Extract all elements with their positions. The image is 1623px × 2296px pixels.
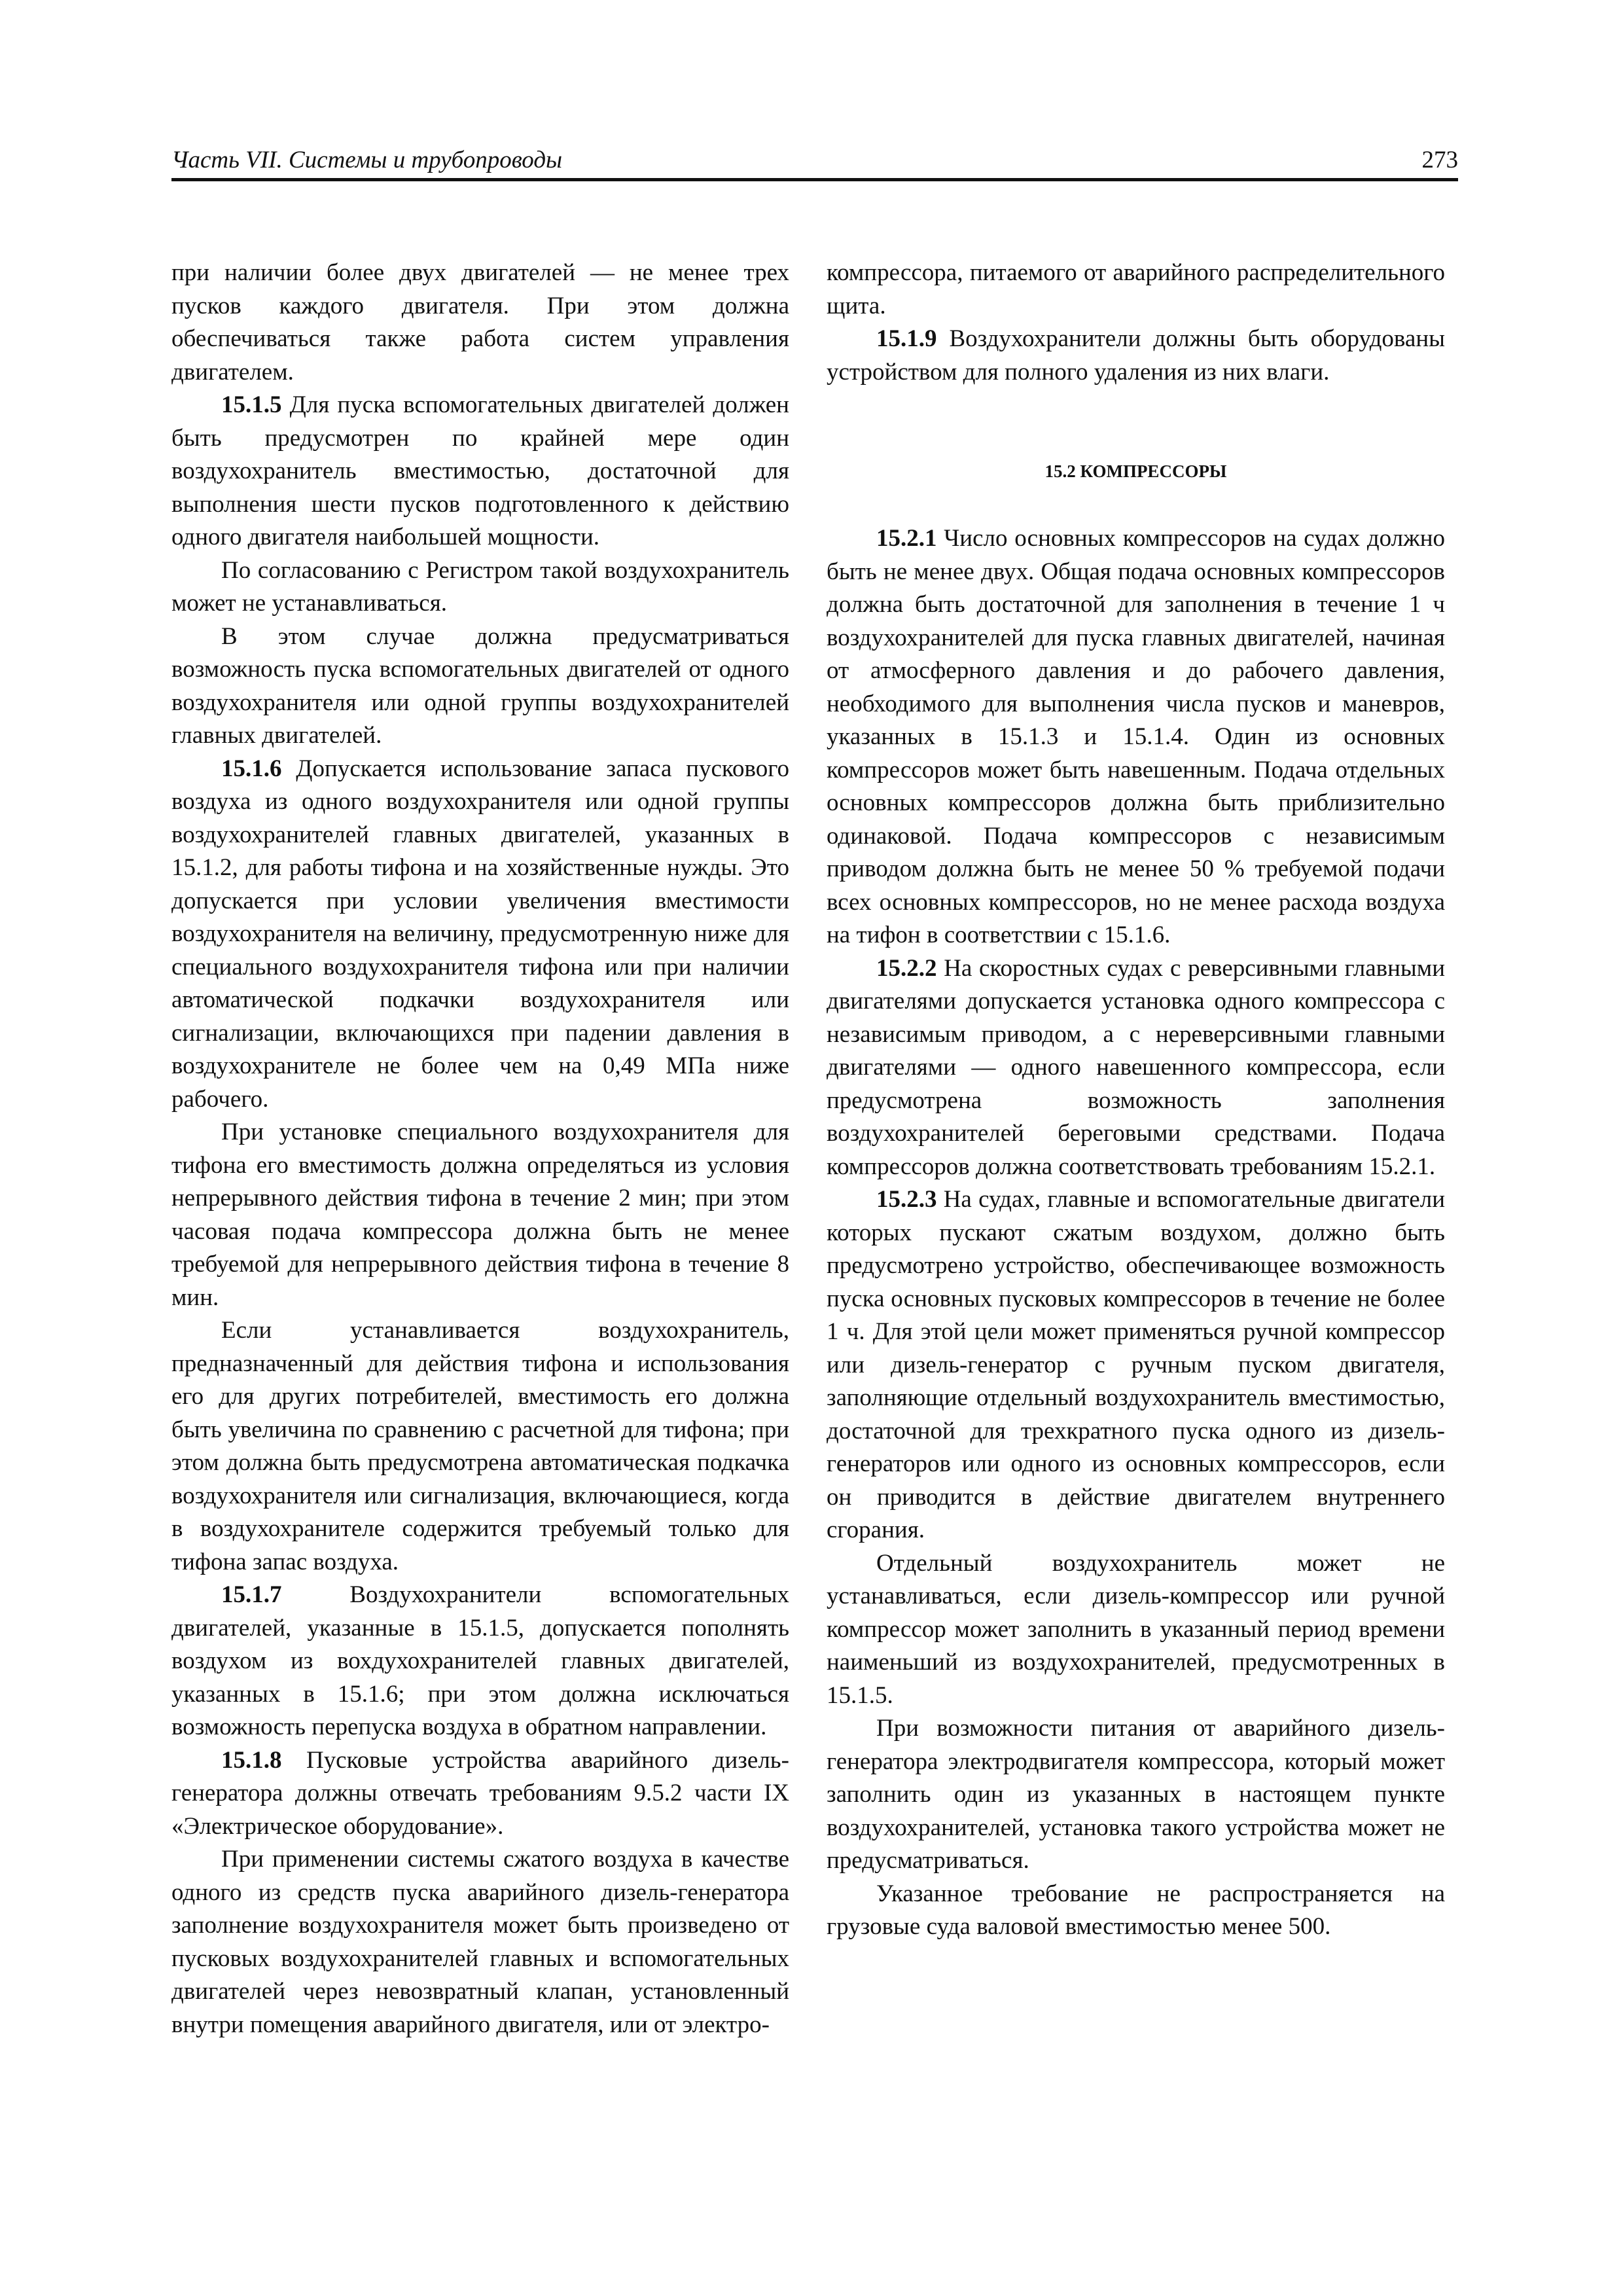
paragraph bbox=[827, 1183, 1445, 1547]
section-number: 15.2.1 bbox=[876, 525, 937, 552]
running-header bbox=[171, 139, 1458, 181]
paragraph: По согласованию с Регистром такой воздухохранитель может не устанавливаться. bbox=[171, 556, 789, 617]
paragraph bbox=[171, 753, 789, 1117]
section-number: 15.1.5 bbox=[221, 391, 282, 418]
paragraph: Отдельный воздухохранитель может не устанавливаться, если дизель-компрессор или ручной компрессор может заполнить в указанный период времени наименьший из воздухохранителей, предусмотренных в 15.1.5. bbox=[827, 1549, 1445, 1709]
section-number: 15.1.7 bbox=[221, 1581, 282, 1608]
page-number: 273 bbox=[1421, 147, 1458, 173]
paragraph-text: Пусковые устройства аварийного дизель-генератора должны отвечать требованиям 9.5.2 части IX «Электрическое оборудование». bbox=[171, 1746, 789, 1840]
paragraph-text: Воздухохранители вспомогательных двигателей, указанные в 15.1.5, допускается пополнять воздухом из вохдухохранителей главных двигателей, указанных в 15.1.6; при этом должна исключаться возможность перепуска воздуха в обратном направлении. bbox=[171, 1581, 789, 1740]
paragraph-text: Для пуска вспомогательных двигателей должен быть предусмотрен по крайней мере один воздухохранитель вместимостью, достаточной для выполнения шести пусков подготовленного к действию одного двигателя наибольшей мощности. bbox=[171, 391, 789, 550]
section-number: 15.1.9 bbox=[876, 325, 937, 352]
paragraph: при наличии более двух двигателей — не менее трех пусков каждого двигателя. При этом должна обеспечиваться также работа систем управления двигателем. bbox=[171, 259, 789, 386]
section-number: 15.1.6 bbox=[221, 755, 282, 782]
section-number: 15.1.8 bbox=[221, 1746, 282, 1774]
paragraph bbox=[171, 1744, 789, 1844]
section-heading: 15.2 КОМПРЕССОРЫ bbox=[1044, 461, 1227, 481]
paragraph: При установке специального воздухохранителя для тифона его вместимость должна определяться из условия непрерывного действия тифона в течение 2 мин; при этом часовая подача компрессора должна быть не менее требуемой для непрерывного действия тифона в течение 8 мин. bbox=[171, 1119, 789, 1311]
paragraph: компрессора, питаемого от аварийного распределительного щита. bbox=[827, 259, 1445, 319]
paragraph bbox=[827, 952, 1445, 1184]
paragraph: Указанное требование не распространяется на грузовые суда валовой вместимостью менее 500. bbox=[827, 1880, 1445, 1940]
paragraph-text: На судах, главные и вспомогательные двигатели которых пускают сжатым воздухом, должно быть предусмотрено устройство, обеспечивающее возможность пуска основных пусковых компрессоров в течение не более 1 ч. Для этой цели может применяться ручной компрессор или дизель-генератор с ручным пуском двигателя, заполняющие отдельный воздухохранитель вместимостью, достаточной для трехкратного пуска одного из дизель-генераторов или одного из основных компрессоров, если он приводится в действие двигателем внутреннего сгорания. bbox=[827, 1186, 1445, 1543]
paragraph-text: На скоростных судах с реверсивными главными двигателями допускается установка одного компрессора с независимым приводом, а с нереверсивными главными двигателями — одного навешенного компрессора, если предусмотрена возможность заполнения воздухохранителей береговыми средствами. Подача компрессоров должна соответствовать требованиям 15.2.1. bbox=[827, 954, 1445, 1180]
paragraph bbox=[171, 1579, 789, 1744]
section-number: 15.2.3 bbox=[876, 1186, 937, 1213]
paragraph-text: Воздухохранители должны быть оборудованы устройством для полного удаления из них влаги. bbox=[827, 325, 1445, 386]
section-number: 15.2.2 bbox=[876, 954, 937, 982]
paragraph: В этом случае должна предусматриваться возможность пуска вспомогательных двигателей от одного воздухохранителя или одной группы воздухохранителей главных двигателей. bbox=[171, 622, 789, 749]
header-title: Часть VII. Системы и трубопроводы bbox=[171, 147, 563, 173]
left-column bbox=[171, 257, 789, 2041]
paragraph bbox=[171, 389, 789, 554]
paragraph-text: Число основных компрессоров на судах должно быть не менее двух. Общая подача основных компрессоров должна быть достаточной для заполнения в течение 1 ч воздухохранителей для пуска главных двигателей, начиная от атмосферного давления и до рабочего давления, необходимого для выполнения числа пусков и маневров, указанных в 15.1.3 и 15.1.4. Один из основных компрессоров может быть навешенным. Подача отдельных основных компрессоров должна быть приблизительно одинаковой. Подача компрессоров с независимым приводом должна быть не менее 50 % требуемой подачи всех основных компрессоров, но не менее расхода воздуха на тифон в соответствии с 15.1.6. bbox=[827, 525, 1445, 948]
paragraph bbox=[827, 323, 1445, 389]
paragraph-text: Допускается использование запаса пускового воздуха из одного воздухохранителя или одной группы воздухохранителей главных двигателей, указанных в 15.1.2, для работы тифона и на хозяйственные нужды. Это допускается при условии увеличения вместимости воздухохранителя на величину, предусмотренную ниже для специального воздухохранителя тифона или при наличии автоматической подкачки воздухохранителя или сигнализации, включающихся при падении давления в воздухохранителе не более чем на 0,49 МПа ниже рабочего. bbox=[171, 755, 789, 1113]
paragraph: При возможности питания от аварийного дизель-генератора электродвигателя компрессора, который может заполнить один из указанных в настоящем пункте воздухохранителей, установка такого устройства может не предусматриваться. bbox=[827, 1715, 1445, 1874]
paragraph bbox=[827, 522, 1445, 952]
paragraph: При применении системы сжатого воздуха в качестве одного из средств пуска аварийного дизель-генератора заполнение воздухохранителя может быть произведено от пусковых воздухохранителей главных и вспомогательных двигателей через невозвратный клапан, установленный внутри помещения аварийного двигателя, или от электро- bbox=[171, 1846, 789, 2038]
right-column bbox=[827, 257, 1445, 1944]
paragraph: Если устанавливается воздухохранитель, предназначенный для действия тифона и использования его для других потребителей, вместимость его должна быть увеличина по сравнению с расчетной для тифона; при этом должна быть предусмотрена автоматическая подкачка воздухохранителя или сигнализация, включающиеся, когда в воздухохранителе содержится требуемый только для тифона запас воздуха. bbox=[171, 1317, 789, 1575]
